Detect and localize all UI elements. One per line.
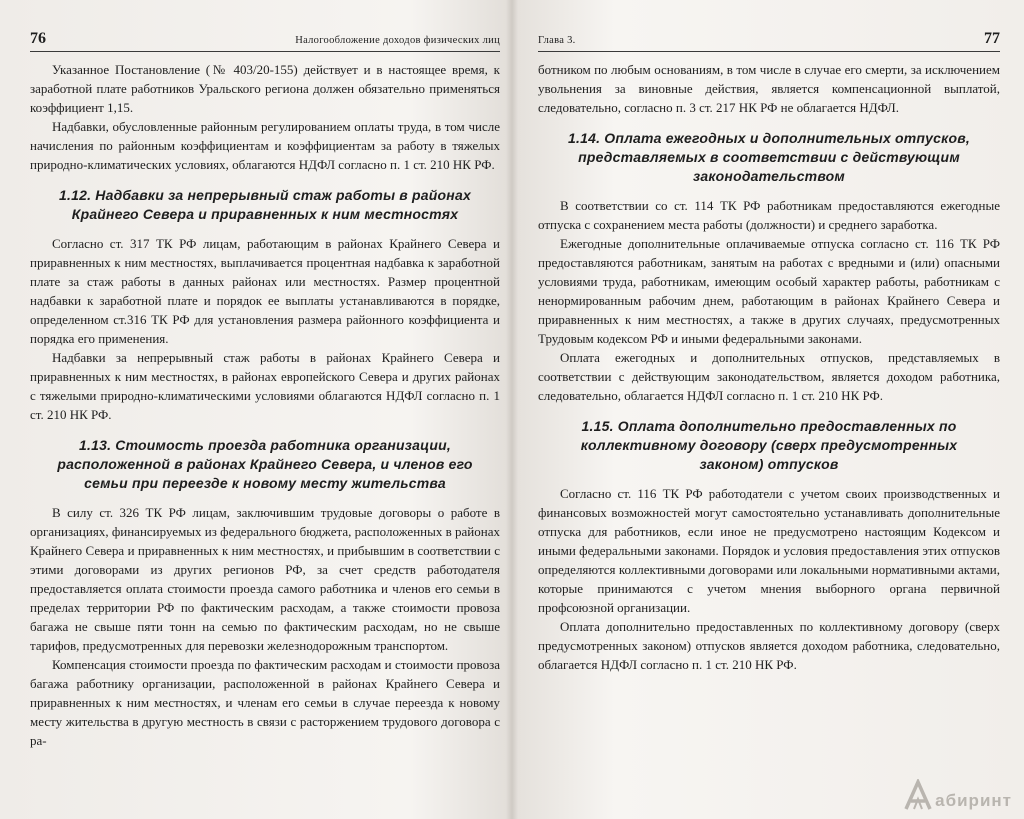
- running-head: [538, 30, 1000, 52]
- watermark: [903, 779, 1012, 811]
- paragraph: Оплата ежегодных и дополнительных отпусков, представляемых в соответствии с действующим законодательством, является доходом работника, следовательно, облагается НДФЛ согласно п. 1 ст. 210 НК РФ.: [538, 350, 1000, 403]
- page-number: 77: [984, 30, 1000, 47]
- paragraph: В силу ст. 326 ТК РФ лицам, заключившим трудовые договоры о работе в организациях, финансируемых из федерального бюджета, расположенных в районах Крайнего Севера и приравненных к ним местностях, и прибывшим в соответствии с этими договорами из других регионов РФ, за счет средств работодателя предоставляется оплата стоимости проезда самого работника и членов его семьи в пределах территории РФ по фактическим расходам, а также стоимости провоза багажа не свыше пяти тонн на семью по фактическим расходам, но не свыше тарифов, предусмотренных для перевозки железнодорожным транспортом.: [30, 505, 500, 653]
- paragraph: Ежегодные дополнительные оплачиваемые отпуска согласно ст. 116 ТК РФ предоставляются работникам, занятым на работах с вредными и (или) опасными условиями труда, работникам, имеющим особый характер работы, работникам с ненормированным рабочим днем, работающим в районах Крайнего Севера и приравненных к ним местностях, а также в других случаях, предусмотренных Трудовым кодексом РФ и иными федеральными законами.: [538, 236, 1000, 346]
- running-head: [30, 30, 500, 52]
- paragraph: Надбавки, обусловленные районным регулированием оплаты труда, в том числе начисления по районным коэффициентам и коэффициентам за работу в тяжелых природно-климатических условиях, облагаются НДФЛ согласно п. 1 ст. 210 НК РФ.: [30, 119, 500, 172]
- page-body: [538, 60, 1000, 674]
- paragraph: ботником по любым основаниям, в том числе в случае его смерти, за исключением увольнения за виновные действия, является компенсационной выплатой, следовательно, согласно п. 3 ст. 217 НК РФ не облагается НДФЛ.: [538, 62, 1000, 115]
- running-head-title: Налогообложение доходов физических лиц: [295, 35, 500, 46]
- left-page: [30, 30, 500, 810]
- page-body: [30, 60, 500, 750]
- paragraph: Надбавки за непрерывный стаж работы в районах Крайнего Севера и приравненных к ним местностях, в районах европейского Севера и других районах с тяжелыми природно-климатическими условиями облагаются НДФЛ согласно п. 1 ст. 210 НК РФ.: [30, 350, 500, 422]
- section-heading: 1.15. Оплата дополнительно предоставленных по коллективному договору (сверх предусмотренных законом) отпусков: [580, 418, 958, 472]
- right-page: [538, 30, 1000, 810]
- paragraph: Указанное Постановление (№ 403/20-155) действует и в настоящее время, к заработной плате работников Уральского региона должен обязательно применяться коэффициент 1,15.: [30, 62, 500, 115]
- running-head-title: Глава 3.: [538, 35, 576, 46]
- section-heading: 1.14. Оплата ежегодных и дополнительных отпусков, представляемых в соответствии с действующим законодательством: [568, 130, 970, 184]
- section-heading: 1.13. Стоимость проезда работника организации, расположенной в районах Крайнего Севера, и членов его семьи при переезде к новому месту жительства: [57, 437, 473, 491]
- paragraph: Согласно ст. 317 ТК РФ лицам, работающим в районах Крайнего Севера и приравненных к ним местностях, выплачивается процентная надбавка к заработной плате за стаж работы в данных районах или местностях. Размер процентной надбавки к заработной плате и порядок ее выплаты устанавливаются в порядке, определенном ст.316 ТК РФ для установления размера районного коэффициента и порядка его применения.: [30, 236, 500, 346]
- paragraph: Компенсация стоимости проезда по фактическим расходам и стоимости провоза багажа работнику организации, расположенной в районах Крайнего Севера и приравненных к ним местностях, и членам его семьи в случае переезда к новому месту жительства в другую местность в связи с расторжением трудового договора с ра-: [30, 657, 500, 748]
- paragraph: Оплата дополнительно предоставленных по коллективному договору (сверх предусмотренных законом) отпусков является доходом работника, следовательно, облагается НДФЛ согласно п. 1 ст. 210 НК РФ.: [538, 619, 1000, 672]
- section-heading: 1.12. Надбавки за непрерывный стаж работы в районах Крайнего Севера и приравненных к ним местностях: [59, 187, 471, 222]
- page-number: 76: [30, 30, 46, 47]
- labyrinth-logo-icon: [903, 779, 933, 811]
- watermark-text: абиринт: [935, 791, 1012, 810]
- paragraph: В соответствии со ст. 114 ТК РФ работникам предоставляются ежегодные отпуска с сохранением места работы (должности) и среднего заработка.: [538, 198, 1000, 232]
- paragraph: Согласно ст. 116 ТК РФ работодатели с учетом своих производственных и финансовых возможностей могут самостоятельно устанавливать дополнительные отпуска для работников, если иное не предусмотрено настоящим Кодексом и иными федеральными законами. Порядок и условия предоставления этих отпусков определяются коллективными договорами или локальными нормативными актами, которые принимаются с учетом мнения выборного органа первичной профсоюзной организации.: [538, 486, 1000, 615]
